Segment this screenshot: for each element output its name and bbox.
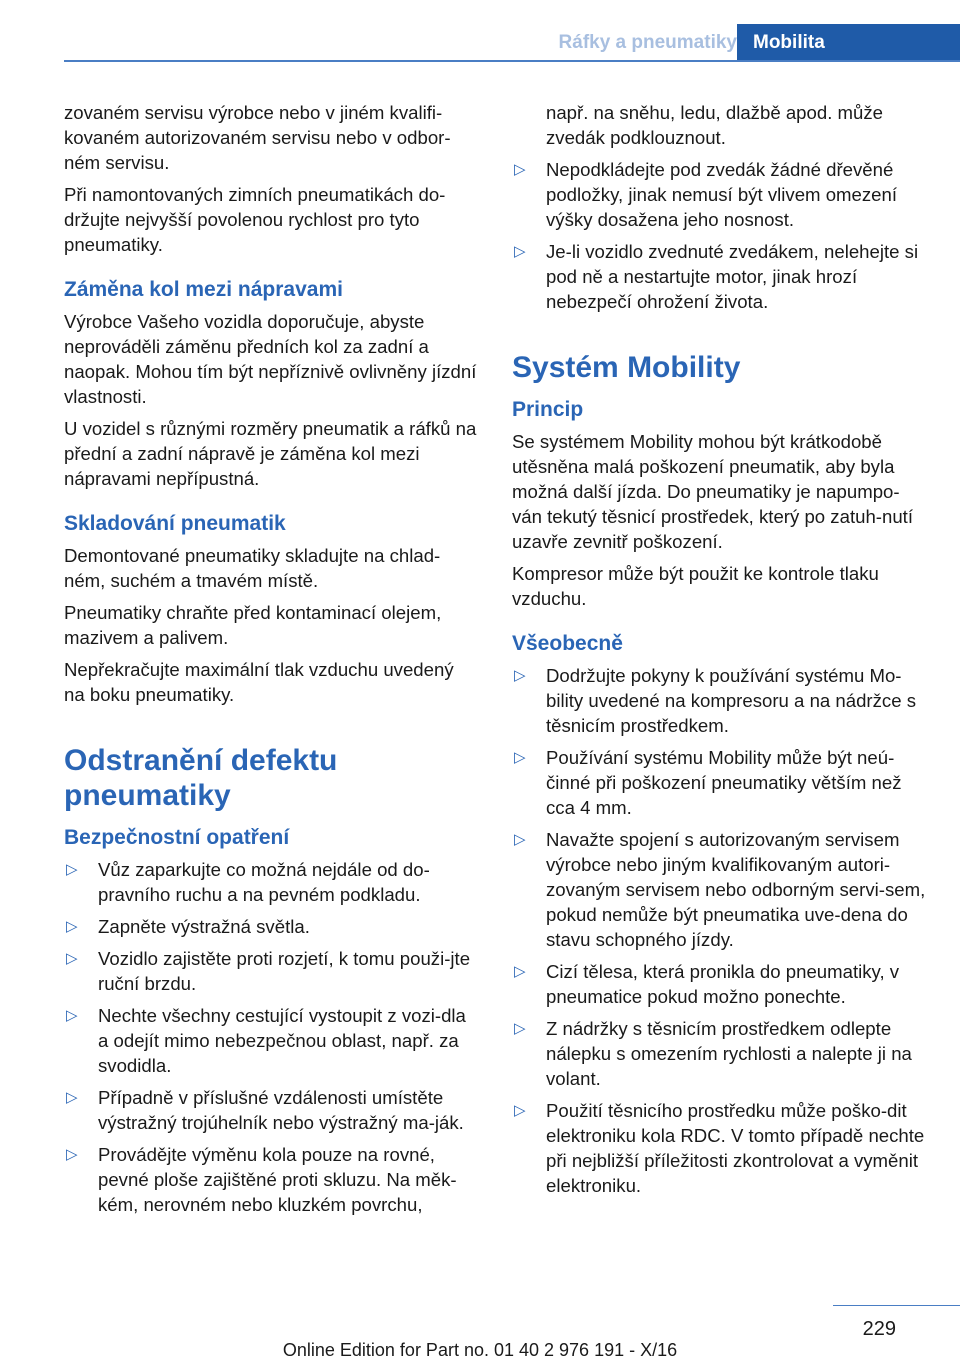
list-item: ▷ Nepodkládejte pod zvedák žádné dřevěné podložky, jinak nemusí být vlivem omezení výšky dosažena jeho nosnost. — [512, 157, 927, 232]
list-item: ▷ Zapněte výstražná světla. — [64, 914, 479, 939]
heading-safety-measures: Bezpečnostní opatření — [64, 826, 290, 849]
paragraph: Pneumatiky chraňte před kontaminací olejem, mazivem a palivem. — [64, 602, 442, 648]
heading-principle: Princip — [512, 398, 584, 421]
paragraph: Nepřekračujte maximální tlak vzduchu uvedený na boku pneumatiky. — [64, 659, 454, 705]
page-header — [64, 24, 960, 62]
paragraph: zovaném servisu výrobce nebo v jiném kvalifi‐kovaném autorizovaném servisu nebo v odbor‐ném servisu. — [64, 102, 451, 173]
safety-list-continued — [512, 157, 927, 314]
safety-list — [64, 857, 479, 1217]
list-item: ▷ Z nádržky s těsnicím prostředkem odlepte nálepku s omezením rychlosti a nalepte ji na volant. — [512, 1016, 927, 1091]
footer-divider — [833, 1305, 960, 1306]
edition-line: Online Edition for Part no. 01 40 2 976 191 - X/16 — [282, 1340, 678, 1360]
page-number: 229 — [862, 1318, 896, 1340]
list-item: ▷ Je-li vozidlo zvednuté zvedákem, nelehejte si pod ně a nestartujte motor, jinak hrozí nebezpečí ohrožení života. — [512, 239, 927, 314]
list-item: ▷ Vůz zaparkujte co možná nejdále od do‐pravního ruchu a na pevném podkladu. — [64, 857, 479, 907]
heading-wheel-exchange: Záměna kol mezi nápravami — [64, 278, 343, 301]
paragraph-continuation: např. na sněhu, ledu, dlažbě apod. může zvedák podklouznout. — [546, 102, 883, 148]
right-column — [512, 100, 927, 1205]
paragraph: Demontované pneumatiky skladujte na chlad‐ném, suchém a tmavém místě. — [64, 545, 441, 591]
list-item: ▷ Provádějte výměnu kola pouze na rovné, pevné ploše zajištěné proti skluzu. Na měk‐kém, nerovném nebo kluzkém povrchu, — [64, 1142, 479, 1217]
list-item: ▷ Cizí tělesa, která pronikla do pneumatiky, v pneumatice pokud možno ponechte. — [512, 959, 927, 1009]
paragraph: Při namontovaných zimních pneumatikách do‐držujte nejvyšší povolenou rychlost pro tyto pneumatiky. — [64, 184, 446, 255]
list-item: ▷ Navažte spojení s autorizovaným servisem výrobce nebo jiným kvalifikovaným autori‐zovaným servisem nebo odborným servi‐sem, pokud nemůže být pneumatika uve‐dena do stavu schopného jízdy. — [512, 827, 927, 952]
list-item: ▷ Použití těsnicího prostředku může poško‐dit elektroniku kola RDC. V tomto případě nechte při nejbližší příležitosti zkontrolovat a vyměnit elektroniku. — [512, 1098, 927, 1198]
heading-defect-repair: Odstranění defektu pneumatiky — [64, 744, 338, 812]
paragraph: Výrobce Vašeho vozidla doporučuje, abyste neprováděli záměnu předních kol za zadní a naopak. Mohou tím být nepříznivě ovlivněny jízdní vlastnosti. — [64, 311, 477, 407]
heading-mobility-system: Systém Mobility — [512, 351, 741, 384]
paragraph: U vozidel s různými rozměry pneumatik a ráfků na přední a zadní nápravě je záměna kol mezi nápravami nepřípustná. — [64, 418, 477, 489]
heading-general: Všeobecně — [512, 632, 623, 655]
list-item: ▷ Případně v příslušné vzdálenosti umístěte výstražný trojúhelník nebo výstražný ma‐ják. — [64, 1085, 479, 1135]
paragraph: Kompresor může být použit ke kontrole tlaku vzduchu. — [512, 563, 879, 609]
header-chapter-tab: Mobilita — [737, 24, 960, 60]
list-item: ▷ Dodržujte pokyny k používání systému Mo‐bility uvedené na kompresoru a na nádržce s těsnicím prostředkem. — [512, 663, 927, 738]
list-item: ▷ Vozidlo zajistěte proti rozjetí, k tomu použi‐jte ruční brzdu. — [64, 946, 479, 996]
general-list — [512, 663, 927, 1198]
left-column — [64, 100, 479, 1224]
list-item: ▷ Používání systému Mobility může být neú‐činné při poškození pneumatiky větším než cca 4 mm. — [512, 745, 927, 820]
list-item: ▷ Nechte všechny cestující vystoupit z vozi‐dla a odejít mimo nebezpečnou oblast, např. za svodidla. — [64, 1003, 479, 1078]
paragraph: Se systémem Mobility mohou být krátkodobě utěsněna malá poškození pneumatik, aby byla možná další jízda. Do pneumatiky je napumpo‐ván tekutý těsnicí prostředek, který po zatuh‐nutí uzavře zevnitř poškození. — [512, 431, 914, 552]
heading-tire-storage: Skladování pneumatik — [64, 512, 286, 535]
header-section-title: Ráfky a pneumatiky — [558, 32, 737, 53]
